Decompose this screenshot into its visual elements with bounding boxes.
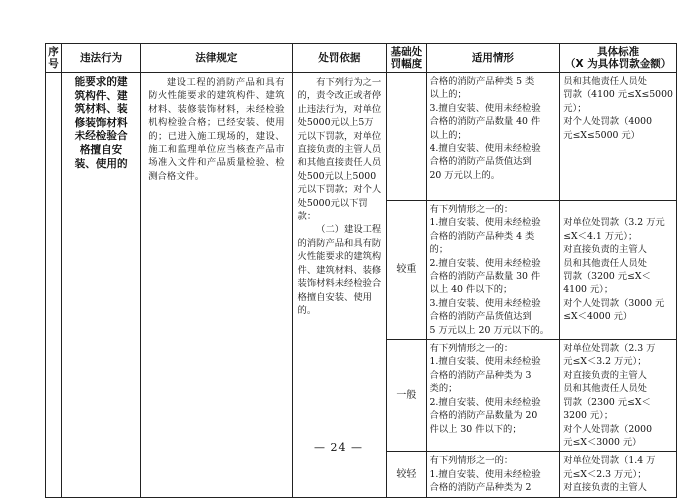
situation-cell (426, 452, 560, 497)
basis-cell (292, 73, 387, 498)
standard-cell (560, 452, 677, 497)
situation-line: 有下列情形之一的： (429, 455, 514, 467)
situation-cell (426, 340, 560, 452)
situation-line: 5 万元以上 20 万元以下的。 (429, 324, 550, 336)
standard-line: 对单位处罚款（3.2 万元 (563, 217, 665, 229)
header-standard (560, 44, 677, 73)
standard-line: 对直接负责的主管人 (563, 244, 647, 256)
standard-line: 元≤X＜2.3 万元）； (563, 468, 647, 480)
situation-line: 1.擅自安装、使用未经检验 (429, 356, 541, 368)
level-cell: 一般 (387, 340, 426, 452)
header-law: 法律规定 (141, 44, 292, 73)
violation-line: 格擅自安 (79, 143, 123, 156)
situation-cell (426, 201, 560, 340)
situation-line: 件以上 30 件以下的； (429, 423, 522, 435)
standard-line: 元≤X≤5000 元） (563, 129, 640, 141)
standard-line: 对直接负责的主管人 (563, 369, 647, 381)
violation-line: 筑构件、建 (74, 89, 128, 102)
basis-paragraph: （二）建设工程的消防产品和具有防火性能要求的建筑构件、建筑材料、装修装饰材料未经检验合格擅自安装、使用的。 (297, 224, 382, 316)
situation-line: 以上的； (429, 129, 467, 141)
penalty-standard-table (45, 43, 677, 498)
standard-line: 罚款（3200 元≤X＜ (563, 271, 651, 283)
table-row (46, 73, 677, 201)
level-cell: 较重 (387, 201, 426, 340)
standard-cell (560, 73, 677, 201)
situation-line: 1.擅自安装、使用未经检验 (429, 217, 541, 229)
standard-cell (560, 201, 677, 340)
header-situation: 适用情形 (426, 44, 560, 73)
situation-line: 2.擅自安装、使用未经检验 (429, 396, 541, 408)
standard-line: ≤X＜4000 元） (563, 311, 633, 323)
situation-line: 合格的消防产品货值达到 (429, 156, 532, 168)
standard-line: 对个人处罚款（2000 (563, 423, 653, 435)
situation-line: 合格的消防产品数量 40 件 (429, 116, 541, 128)
situation-line: 的； (429, 244, 449, 256)
law-cell (141, 73, 292, 498)
situation-line: 3.擅自安装、使用未经检验 (429, 102, 541, 114)
standard-line: 员和其他责任人员处 (563, 76, 647, 87)
situation-line: 4.擅自安装、使用未经检验 (429, 143, 541, 155)
standard-line: 4100 元）； (563, 284, 614, 296)
table-header-row (46, 44, 677, 73)
header-violation: 违法行为 (61, 44, 140, 73)
situation-line: 类的； (429, 383, 458, 395)
standard-line: 对个人处罚款（3000 元 (563, 297, 665, 309)
situation-line: 合格的消防产品种类为 2 (429, 482, 532, 494)
situation-line: 20 万元以上的。 (429, 169, 501, 181)
level-cell (387, 73, 426, 201)
header-standard-title: 具体标准 (597, 46, 640, 58)
situation-line: 以上的； (429, 89, 467, 101)
situation-line: 合格的消防产品种类为 3 (429, 369, 532, 381)
situation-line: 有下列情形之一的： (429, 204, 514, 215)
situation-line: 合格的消防产品数量 30 件 (429, 271, 541, 283)
situation-line: 有下列情形之一的： (429, 343, 514, 355)
standard-line: ≤X＜4.1 万元）； (563, 230, 638, 242)
standard-line: 元）； (563, 102, 587, 114)
situation-line: 1.擅自安装、使用未经检验 (429, 468, 541, 480)
standard-line: 元≤X＜3000 元） (563, 436, 642, 448)
seq-cell (46, 73, 62, 498)
header-seq: 序号 (46, 44, 62, 73)
level-cell: 较轻 (387, 452, 426, 497)
violation-line: 筑材料、装 (74, 103, 128, 116)
standard-line: 对单位处罚款（1.4 万 (563, 455, 656, 467)
standard-line: 3200 元）； (563, 410, 614, 422)
header-level: 基础处罚幅度 (387, 44, 426, 73)
standard-line: 员和其他责任人员处 (563, 257, 647, 269)
violation-line: 能要求的建 (74, 76, 128, 88)
situation-line: 合格的消防产品种类 5 类 (429, 76, 535, 87)
situation-line: 合格的消防产品货值达到 (429, 311, 532, 323)
situation-line: 以上 40 件以下的； (429, 284, 513, 296)
standard-cell (560, 340, 677, 452)
header-standard-note: （X 为具体罚款金额） (565, 58, 672, 70)
violation-line: 未经检验合 (74, 130, 128, 143)
violation-line: 修装饰材料 (74, 116, 128, 129)
situation-line: 2.擅自安装、使用未经检验 (429, 257, 541, 269)
basis-paragraph: 有下列行为之一的，责令改正或者停止违法行为，对单位处5000元以上5万元以下罚款，对单位直接负责的主管人员和其他直接责任人员处500元以上5000元以下罚款；对个人处5000元以下罚款： (297, 77, 382, 223)
standard-line: 对单位处罚款（2.3 万 (563, 343, 656, 355)
law-text: 建设工程的消防产品和具有防火性能要求的建筑构件、建筑材料、装修装饰材料，未经检验机构检验合格；已经安装、使用的；已进入施工现场的，建设、施工和监理单位应当核查产品市场准入文件和产品质量检验、检测合格文件。 (148, 77, 285, 182)
situation-line: 合格的消防产品数量为 20 (429, 410, 538, 422)
standard-line: 员和其他责任人员处 (563, 383, 647, 395)
situation-line: 3.擅自安装、使用未经检验 (429, 297, 541, 309)
header-basis: 处罚依据 (292, 44, 387, 73)
situation-cell (426, 73, 560, 201)
violation-cell (61, 73, 140, 498)
standard-line (563, 203, 673, 216)
situation-line: 合格的消防产品种类 4 类 (429, 230, 535, 242)
standard-line: 对个人处罚款（4000 (563, 116, 653, 128)
standard-line: 对直接负责的主管人 (563, 482, 647, 494)
standard-line: 元≤X＜3.2 万元）； (563, 356, 647, 368)
standard-line: 罚款（4100 元≤X≤5000 (563, 89, 673, 101)
page-number: — 24 — (314, 441, 363, 454)
standard-line: 罚款（2300 元≤X＜ (563, 396, 651, 408)
violation-line: 装、使用的 (74, 157, 128, 170)
